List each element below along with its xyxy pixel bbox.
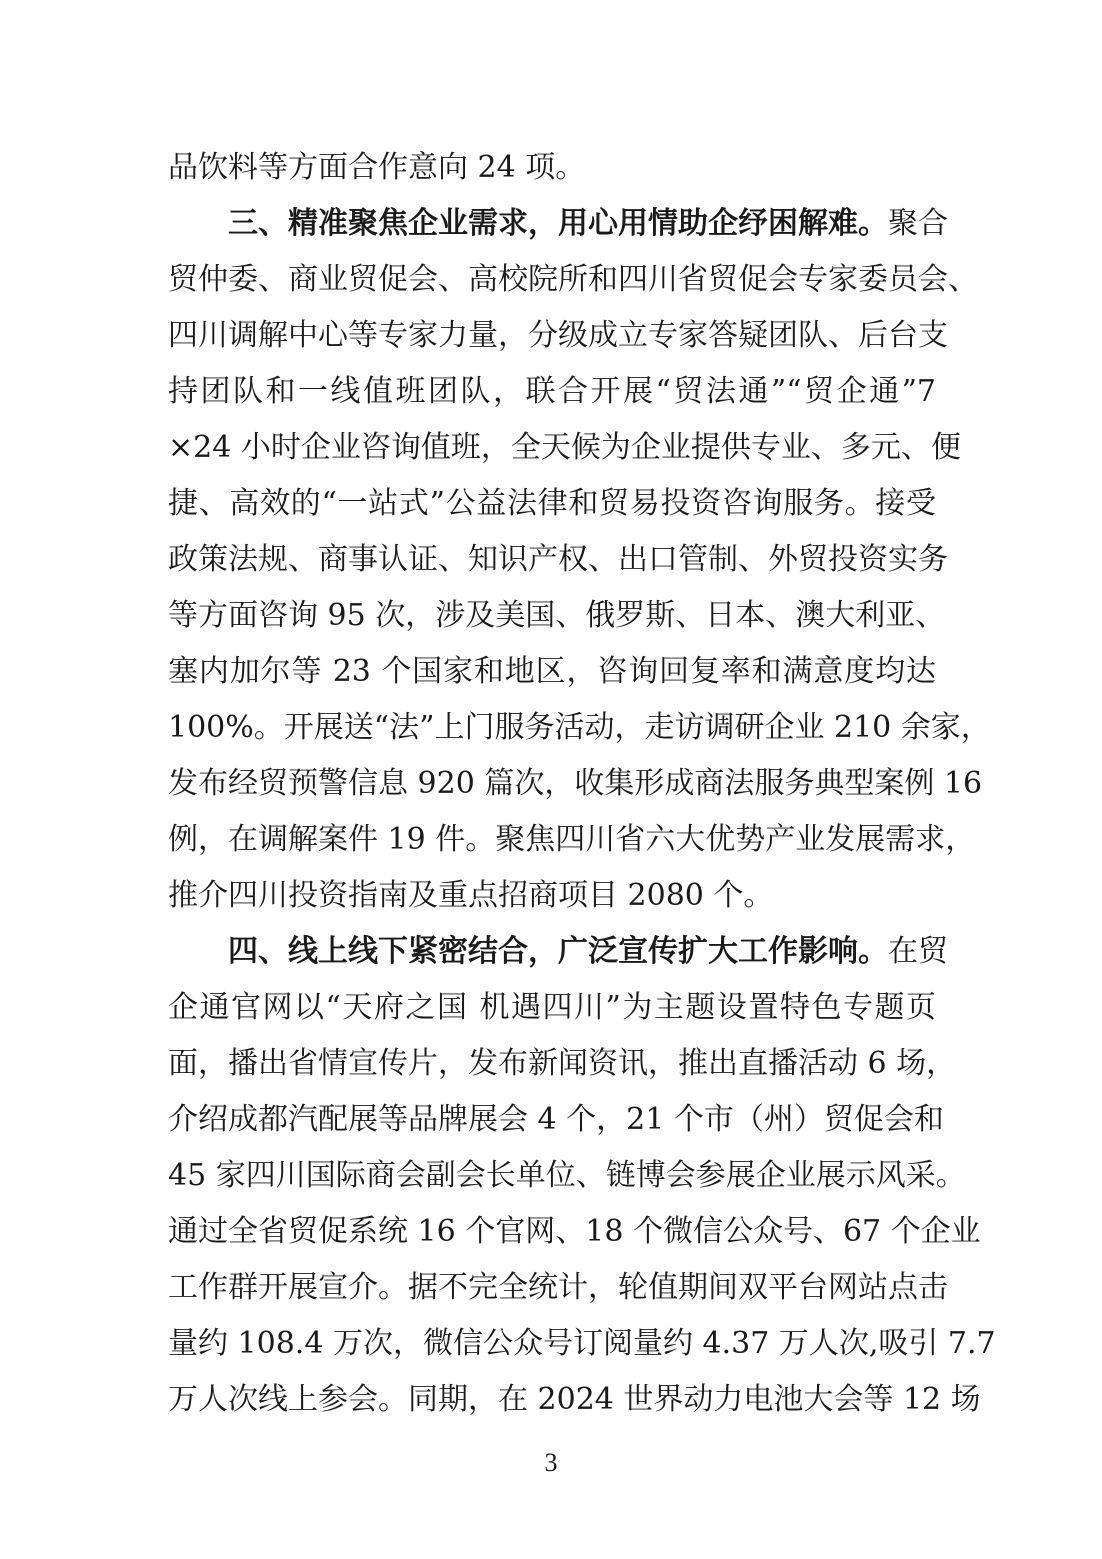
text-line: 发布经贸预警信息 920 篇次，收集形成商法服务典型案例 16 bbox=[168, 766, 983, 801]
text-line: 企通官网以“天府之国 机遇四川”为主题设置特色专题页 bbox=[168, 990, 936, 1025]
text-line: 等方面咨询 95 次，涉及美国、俄罗斯、日本、澳大利亚、 bbox=[168, 598, 946, 633]
text-line: 介绍成都汽配展等品牌展会 4 个，21 个市（州）贸促会和 bbox=[168, 1102, 944, 1137]
text-line: 贸仲委、商业贸促会、高校院所和四川省贸促会专家委员会、 bbox=[168, 262, 978, 297]
text-line: 万人次线上参会。同期，在 2024 世界动力电池大会等 12 场 bbox=[168, 1382, 981, 1417]
page-number: 3 bbox=[544, 1448, 558, 1477]
text-line: 工作群开展宣介。据不完全统计，轮值期间双平台网站点击 bbox=[168, 1270, 948, 1305]
text-line: 四川调解中心等专家力量，分级成立专家答疑团队、后台支 bbox=[168, 318, 948, 353]
text-line: 持团队和一线值班团队，联合开展“贸法通”“贸企通”7 bbox=[168, 374, 936, 409]
section-heading: 四、线上线下紧密结合，广泛宣传扩大工作影响。 bbox=[228, 934, 888, 969]
text-line: 推介四川投资指南及重点招商项目 2080 个。 bbox=[168, 878, 774, 913]
text-line: 100%。开展送“法”上门服务活动，走访调研企业 210 余家， bbox=[168, 710, 991, 745]
text-line: 捷、高效的“一站式”公益法律和贸易投资咨询服务。接受 bbox=[168, 486, 936, 521]
section-heading: 三、精准聚焦企业需求，用心用情助企纾困解难。 bbox=[228, 206, 888, 241]
section-heading-line bbox=[228, 924, 948, 980]
text-line: 品饮料等方面合作意向 24 项。 bbox=[168, 150, 586, 185]
text-line: 量约 108.4 万次，微信公众号订阅量约 4.37 万人次,吸引 7.7 bbox=[168, 1326, 996, 1361]
text-line: 塞内加尔等 23 个国家和地区，咨询回复率和满意度均达 bbox=[168, 654, 936, 689]
text-run: 在贸 bbox=[888, 934, 948, 969]
text-line: ×24 小时企业咨询值班，全天候为企业提供专业、多元、便 bbox=[168, 430, 961, 465]
text-line: 45 家四川国际商会副会长单位、链博会参展企业展示风采。 bbox=[168, 1158, 966, 1193]
text-line: 政策法规、商事认证、知识产权、出口管制、外贸投资实务 bbox=[168, 542, 948, 577]
text-line: 面，播出省情宣传片，发布新闻资讯，推出直播活动 6 场， bbox=[168, 1046, 957, 1081]
text-run: 聚合 bbox=[888, 206, 948, 241]
section-heading-line bbox=[228, 196, 948, 252]
text-line: 通过全省贸促系统 16 个官网、18 个微信公众号、67 个企业 bbox=[168, 1214, 981, 1249]
text-line: 例，在调解案件 19 件。聚焦四川省六大优势产业发展需求， bbox=[168, 822, 976, 857]
